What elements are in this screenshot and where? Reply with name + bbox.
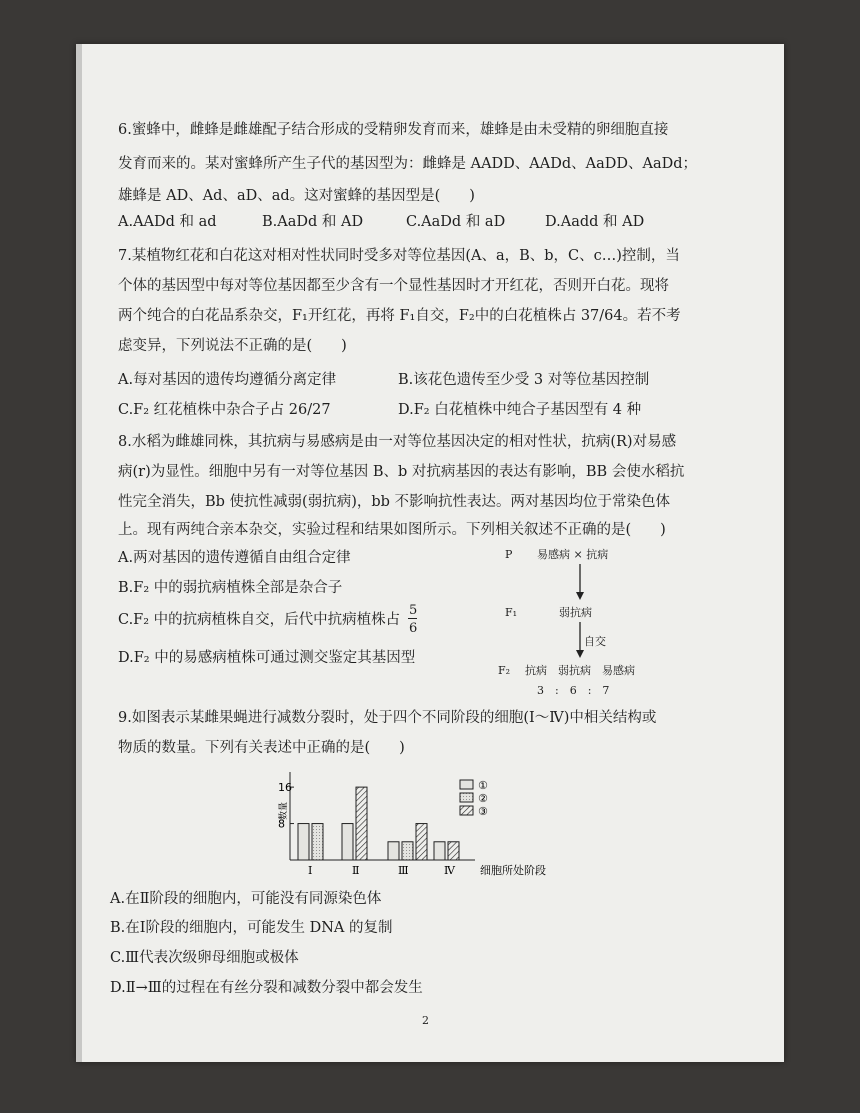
- legend-swatch-1: [460, 780, 473, 789]
- bar-1-2: [342, 824, 353, 860]
- q6-line-1: 6.蜜蜂中，雌蜂是雌雄配子结合形成的受精卵发育而来，雄蜂是由未受精的卵细胞直接: [118, 122, 669, 138]
- bar-1-4: [434, 842, 445, 860]
- y-axis-label: 数量: [279, 801, 289, 820]
- bar-3-3: [416, 824, 427, 860]
- q8-fraction-numerator: 5: [409, 603, 418, 618]
- q7-option-a: A.每对基因的遗传均遵循分离定律: [118, 372, 337, 388]
- page-number: 2: [422, 1014, 429, 1027]
- q7-line-3: 两个纯合的白花品系杂交，F₁开红花，再将 F₁自交，F₂中的白花植株占 37/64。若不考: [118, 308, 681, 324]
- q8-option-a: A.两对基因的遗传遵循自由组合定律: [118, 550, 351, 566]
- cross-f2-phenotypes: 抗病 弱抗病 易感病: [525, 664, 635, 677]
- cross-f2-ratio: 3 : 6 : 7: [537, 684, 610, 697]
- cross-f1-phenotype: 弱抗病: [559, 606, 592, 619]
- bar-3-2: [356, 787, 367, 860]
- q9-option-a: A.在Ⅱ阶段的细胞内，可能没有同源染色体: [110, 891, 382, 907]
- cross-f1-label: F₁: [505, 606, 518, 619]
- q8-option-b: B.F₂ 中的弱抗病植株全部是杂合子: [118, 580, 343, 596]
- x-tick-label: Ⅱ: [352, 864, 360, 877]
- q7-option-b: B.该花色遗传至少受 3 对等位基因控制: [398, 372, 650, 388]
- q8-option-c: C.F₂ 中的抗病植株自交，后代中抗病植株占: [118, 612, 401, 628]
- q6-option-b: B.AaDd 和 AD: [262, 214, 364, 230]
- q6-line-2: 发育而来的。某对蜜蜂所产生子代的基因型为：雌蜂是 AADD、AADd、AaDD、AaDd；: [118, 156, 698, 172]
- q8-option-d: D.F₂ 中的易感病植株可通过测交鉴定其基因型: [118, 650, 416, 666]
- q8-fraction-denominator: 6: [409, 621, 418, 636]
- q6-option-c: C.AaDd 和 aD: [406, 214, 506, 230]
- bar-1-3: [388, 842, 399, 860]
- q6-line-3: 雄蜂是 AD、Ad、aD、ad。这对蜜蜂的基因型是( ): [118, 188, 475, 204]
- y-tick-label: 16: [278, 781, 292, 795]
- legend-swatch-3: [460, 806, 473, 815]
- q7-line-1: 7.某植物红花和白花这对相对性状同时受多对等位基因(A、a，B、b，C、c…)控制，当: [118, 248, 680, 264]
- cross-arrow-p-f1: [570, 562, 590, 602]
- cross-p-parents: 易感病 × 抗病: [537, 548, 609, 561]
- cross-selfing-label: 自交: [584, 635, 606, 648]
- q8-line-4: 上。现有两纯合亲本杂交，实验过程和结果如图所示。下列相关叙述不正确的是( ): [118, 522, 666, 538]
- q8-line-2: 病(r)为显性。细胞中另有一对等位基因 B、b 对抗病基因的表达有影响，BB 会使水稻抗: [118, 464, 685, 480]
- q7-line-2: 个体的基因型中每对等位基因都至少含有一个显性基因时才开红花，否则开白花。现将: [118, 278, 669, 294]
- q7-option-d: D.F₂ 白花植株中纯合子基因型有 4 种: [398, 402, 642, 418]
- q9-option-c: C.Ⅲ代表次级卵母细胞或极体: [110, 950, 299, 966]
- y-tick-label: 8: [278, 817, 285, 831]
- bar-2-1: [312, 824, 323, 860]
- legend-label-1: ①: [478, 779, 488, 792]
- x-tick-label: Ⅰ: [308, 864, 313, 877]
- bar-3-4: [448, 842, 459, 860]
- q9-option-d: D.Ⅱ→Ⅲ的过程在有丝分裂和减数分裂中都会发生: [110, 980, 423, 996]
- cross-f2-label: F₂: [498, 664, 511, 677]
- q9-line-2: 物质的数量。下列有关表述中正确的是( ): [118, 740, 405, 756]
- q7-option-c: C.F₂ 红花植株中杂合子占 26/27: [118, 402, 331, 418]
- q7-line-4: 虑变异，下列说法不正确的是( ): [118, 338, 347, 354]
- bar-1-1: [298, 824, 309, 860]
- q8-line-3: 性完全消失，Bb 使抗性减弱(弱抗病)，bb 不影响抗性表达。两对基因均位于常染色体: [118, 494, 671, 510]
- x-tick-label: Ⅳ: [444, 864, 455, 877]
- legend-swatch-2: [460, 793, 473, 802]
- bar-2-3: [402, 842, 413, 860]
- q8-line-1: 8.水稻为雌雄同株，其抗病与易感病是由一对等位基因决定的相对性状，抗病(R)对易感: [118, 434, 677, 450]
- q8-fraction-bar: [408, 618, 417, 619]
- page-binding-edge: [76, 44, 82, 1062]
- q6-option-a: A.AADd 和 ad: [118, 214, 217, 230]
- q9-line-1: 9.如图表示某雌果蝇进行减数分裂时，处于四个不同阶段的细胞(Ⅰ～Ⅳ)中相关结构或: [118, 710, 657, 726]
- x-tick-label: Ⅲ: [398, 864, 409, 877]
- meiosis-bar-chart: [270, 768, 600, 880]
- x-axis-label: 细胞所处阶段: [480, 864, 546, 877]
- cross-p-label: P: [505, 548, 513, 561]
- q6-option-d: D.Aadd 和 AD: [545, 214, 645, 230]
- q9-option-b: B.在Ⅰ阶段的细胞内，可能发生 DNA 的复制: [110, 920, 393, 936]
- legend-label-3: ③: [478, 805, 488, 818]
- legend-label-2: ②: [478, 792, 488, 805]
